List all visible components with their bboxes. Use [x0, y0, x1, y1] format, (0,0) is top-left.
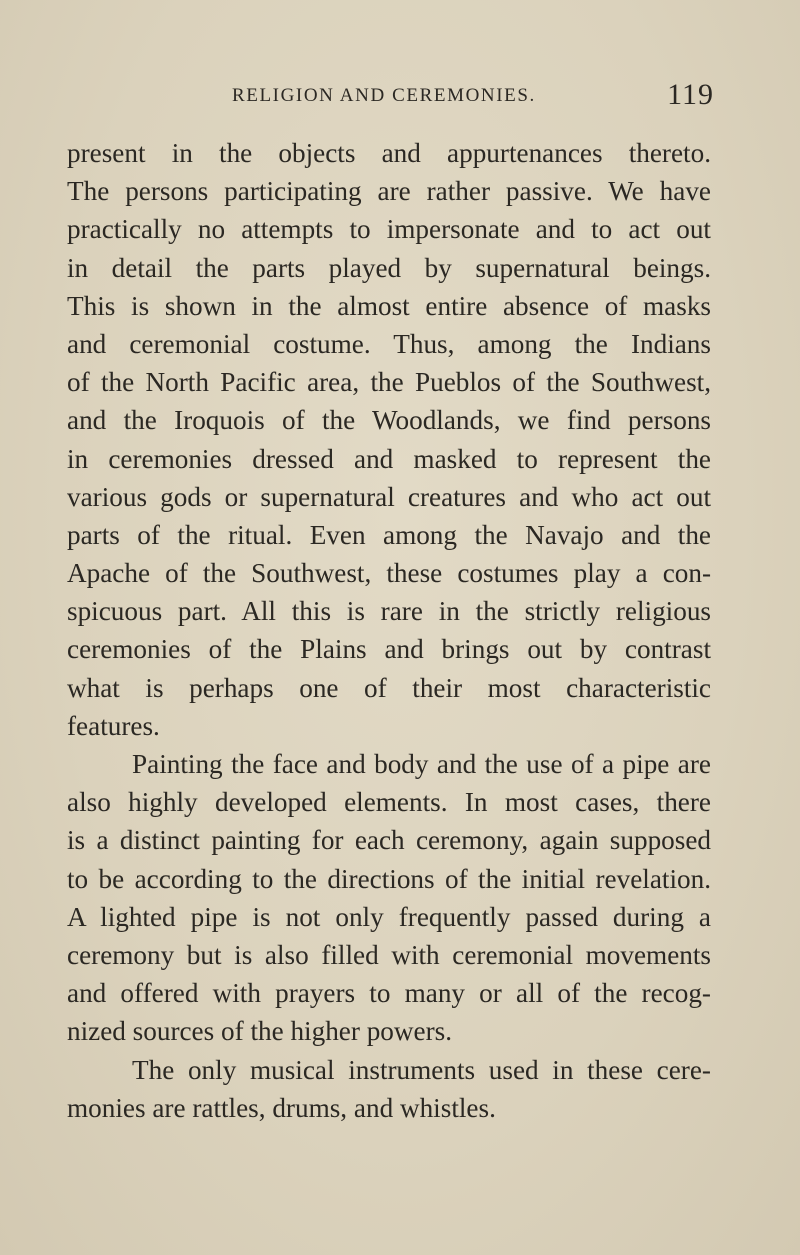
text-line: features. [67, 710, 160, 741]
running-head [232, 78, 714, 110]
text-line: The persons participating are rather passive. We have [67, 176, 711, 207]
text-line: parts of the ritual. Even among the Navajo and the [67, 519, 711, 550]
text-line: monies are rattles, drums, and whistles. [67, 1092, 496, 1123]
body-text [67, 134, 711, 1127]
text-line: ceremonies of the Plains and brings out by contrast [67, 634, 711, 665]
text-line: This is shown in the almost entire absence of masks [67, 290, 711, 321]
text-line: A lighted pipe is not only frequently passed during a [67, 901, 711, 932]
text-line: ceremony but is also filled with ceremonial movements [67, 939, 711, 970]
text-line: spicuous part. All this is rare in the strictly religious [67, 596, 711, 627]
text-line: various gods or supernatural creatures and who act out [67, 481, 711, 512]
text-line: in ceremonies dressed and masked to represent the [67, 443, 711, 474]
page-number: 119 [667, 78, 714, 111]
running-title: RELIGION AND CEREMONIES. [232, 85, 536, 106]
text-line: of the North Pacific area, the Pueblos of the Southwest, [67, 367, 711, 398]
text-line: The only musical instruments used in these cere- [132, 1054, 711, 1085]
text-line: Painting the face and body and the use of a pipe are [132, 749, 711, 779]
text-line: and offered with prayers to many or all of the recog- [67, 978, 711, 1009]
text-line: and the Iroquois of the Woodlands, we find persons [67, 405, 711, 436]
text-line: also highly developed elements. In most cases, there [67, 787, 711, 818]
text-line: what is perhaps one of their most characteristic [67, 672, 711, 703]
text-line: practically no attempts to impersonate and to act out [67, 214, 711, 245]
text-line: in detail the parts played by supernatural beings. [67, 252, 711, 283]
text-line: to be according to the directions of the initial revelation. [67, 863, 711, 894]
text-line: is a distinct painting for each ceremony, again supposed [67, 825, 711, 856]
text-line: Apache of the Southwest, these costumes play a con- [67, 558, 711, 589]
paragraph-1 [67, 134, 711, 745]
paragraph-2 [67, 745, 711, 1051]
text-line: nized sources of the higher powers. [67, 1016, 453, 1047]
paragraph-3 [67, 1051, 711, 1127]
text-line: and ceremonial costume. Thus, among the Indians [67, 328, 711, 359]
text-line: present in the objects and appurtenances thereto. [67, 138, 711, 168]
